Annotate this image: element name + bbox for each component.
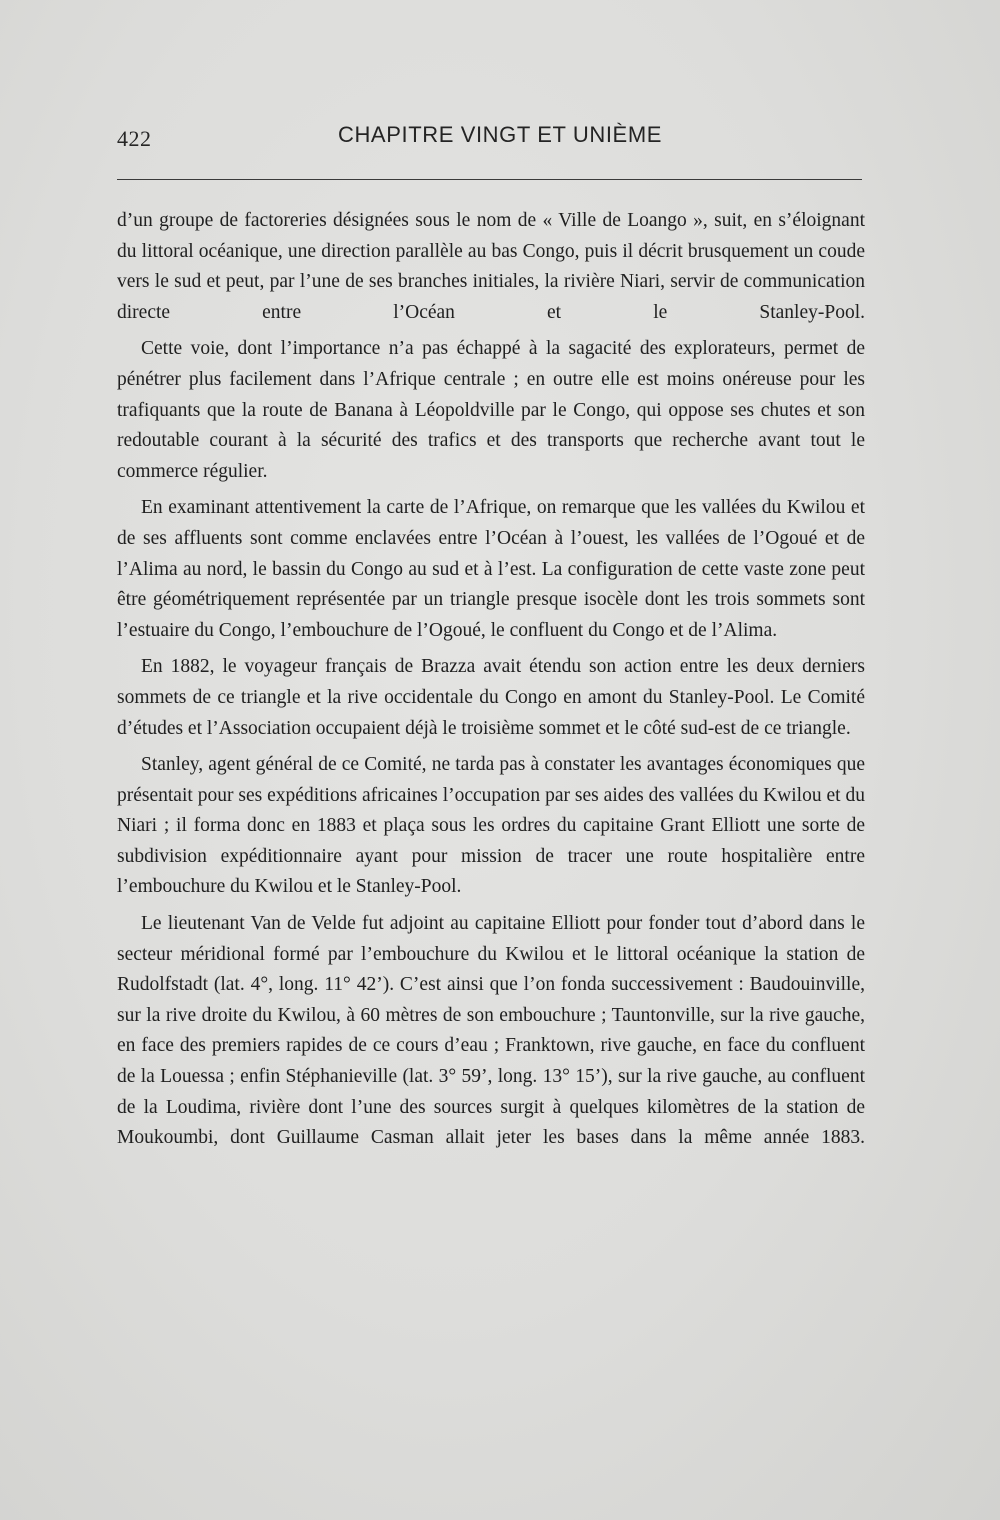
paragraph-6: Le lieutenant Van de Velde fut adjoint au capitaine Elliott pour fonder tout d’abord dans le secteur méridional formé par l’embouchure du Kwilou et le littoral océanique la station de Rudolfstadt (lat. 4°, long. 11° 42’). C’est ainsi que l’on fonda successivement : Baudouinville, sur la rive droite du Kwilou, à 60 mètres de son embouchure ; Tauntonville, sur la rive gauche, en face des premiers rapides de ce cours d’eau ; Franktown, rive gauche, en face du confluent de la Louessa ; enfin Stéphanieville (lat. 3° 59’, long. 13° 15’), sur la rive gauche, au confluent de la Loudima, rivière dont l’une des sources surgit à quelques kilomètres de la station de Moukoumbi, dont Guillaume Casman allait jeter les bases dans la même année 1883. [117,913,865,1149]
paragraph-1: d’un groupe de factoreries désignées sous le nom de « Ville de Loango », suit, en s’éloignant du littoral océanique, une direction parallèle au bas Congo, puis il décrit brusquement un coude vers le sud et peut, par l’une de ses branches initiales, la rivière Niari, servir de communication directe entre l’Océan et le Stanley-Pool. [117,210,865,323]
paragraph-5: Stanley, agent général de ce Comité, ne tarda pas à constater les avantages économiques que présentait pour ses expéditions africaines l’occupation par ses aides des vallées du Kwilou et du Niari ; il forma donc en 1883 et plaça sous les ordres du capitaine Grant Elliott une sorte de subdivision expéditionnaire ayant pour mission de tracer une route hospitalière entre l’embouchure du Kwilou et le Stanley-Pool. [117,754,865,898]
paragraph-4: En 1882, le voyageur français de Brazza avait étendu son action entre les deux derniers sommets de ce triangle et la rive occidentale du Congo en amont du Stanley-Pool. Le Comité d’études et l’Association occupaient déjà le troisième sommet et le côté sud-est de ce triangle. [117,656,865,739]
paragraph-2: Cette voie, dont l’importance n’a pas échappé à la sagacité des explorateurs, permet de pénétrer plus facilement dans l’Afrique centrale ; en outre elle est moins onéreuse pour les trafiquants que la route de Banana à Léopoldville par le Congo, qui oppose ses chutes et son redoutable courant à la sécurité des trafics et des transports que recherche avant tout le commerce régulier. [117,338,865,482]
running-head-title: CHAPITRE VINGT ET UNIÈME [337,122,663,147]
paragraph-3: En examinant attentivement la carte de l’Afrique, on remarque que les vallées du Kwilou et de ses affluents sont comme enclavées entre l’Océan à l’ouest, les vallées de l’Ogoué et de l’Alima au nord, le bassin du Congo au sud et à l’est. La configuration de cette vaste zone peut être géométriquement représentée par un triangle presque isocèle dont les trois sommets sont l’estuaire du Congo, l’embouchure de l’Ogoué, le confluent du Congo et de l’Alima. [117,497,865,641]
page-number: 422 [117,126,152,151]
header-rule [117,179,862,180]
body-text [117,206,865,1160]
